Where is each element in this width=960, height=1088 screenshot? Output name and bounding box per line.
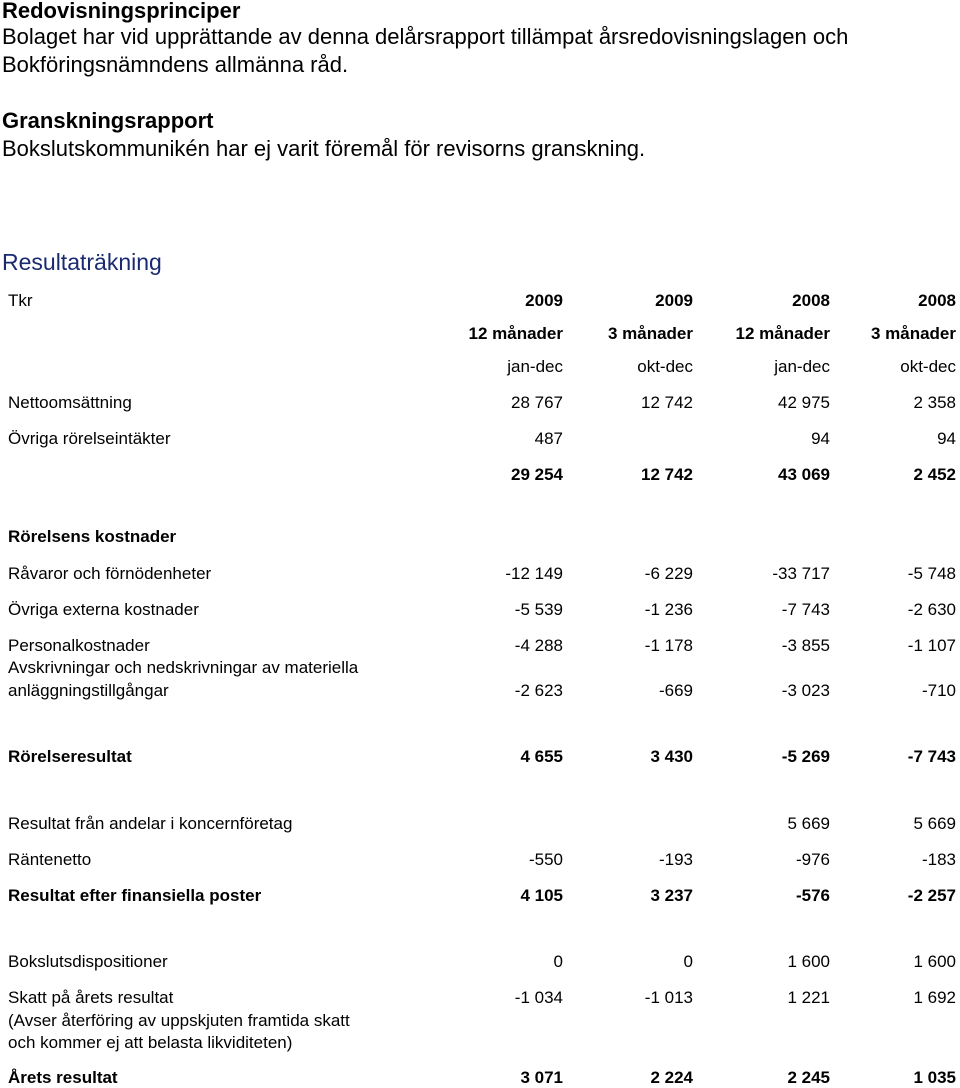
row-value: 3 237 [650, 886, 693, 905]
row-value: -976 [795, 850, 830, 869]
header-period-3: 12 månader [735, 324, 830, 343]
row-value: -576 [795, 886, 830, 905]
row-value: -5 539 [514, 600, 563, 619]
row-label: Nettoomsättning [8, 393, 132, 412]
row-value: 487 [534, 429, 563, 448]
row-value: 0 [683, 952, 693, 971]
header-year-2: 2009 [655, 291, 693, 310]
row-value: -2 623 [514, 681, 563, 700]
row-label: Resultat efter finansiella poster [8, 886, 262, 905]
row-value: 4 655 [520, 747, 563, 766]
policy-heading: Redovisningsprinciper [2, 0, 241, 23]
row-label: Övriga externa kostnader [8, 600, 199, 619]
header-range-2: okt-dec [637, 357, 693, 376]
row-value: -1 013 [644, 988, 693, 1007]
row-label: Skatt på årets resultat [8, 988, 174, 1007]
row-value: 1 600 [913, 952, 956, 971]
row-value: -1 107 [907, 636, 956, 655]
row-label: Avskrivningar och nedskrivningar av materiella [8, 658, 359, 677]
row-value: 5 669 [787, 814, 830, 833]
row-label-line2: anläggningstillgångar [8, 681, 169, 700]
row-value: 94 [937, 429, 956, 448]
row-value: -550 [528, 850, 563, 869]
row-value: -669 [658, 681, 693, 700]
row-value: -2 630 [907, 600, 956, 619]
row-value: 42 975 [778, 393, 830, 412]
policy-text-line2: Bokföringsnämndens allmänna råd. [2, 52, 349, 77]
row-value: -4 288 [514, 636, 563, 655]
tax-note-line1: (Avser återföring av uppskjuten framtida skatt [8, 1011, 350, 1030]
row-value: -1 236 [644, 600, 693, 619]
row-value: -193 [658, 850, 693, 869]
header-period-4: 3 månader [870, 324, 956, 343]
header-year-1: 2009 [525, 291, 563, 310]
row-value: 29 254 [511, 465, 563, 484]
row-value: 2 452 [913, 465, 956, 484]
row-value: -5 269 [781, 747, 830, 766]
income-statement-title: Resultaträkning [2, 249, 162, 275]
row-value: 2 245 [787, 1068, 830, 1087]
row-value: -6 229 [644, 564, 693, 583]
row-label: Personalkostnader [8, 636, 150, 655]
row-label: Resultat från andelar i koncernföretag [8, 814, 293, 833]
row-label: Årets resultat [8, 1068, 118, 1087]
header-year-3: 2008 [792, 291, 830, 310]
row-value: 3 071 [520, 1068, 563, 1087]
row-value: -1 034 [514, 988, 563, 1007]
row-value: 2 358 [913, 393, 956, 412]
row-label: Övriga rörelseintäkter [8, 429, 171, 448]
row-value: 0 [553, 952, 563, 971]
tax-note-line2: och kommer ej att belasta likviditeten) [8, 1033, 293, 1052]
row-value: 28 767 [511, 393, 563, 412]
header-range-3: jan-dec [774, 357, 830, 376]
header-range-1: jan-dec [507, 357, 563, 376]
row-value: 94 [811, 429, 830, 448]
row-value: 4 105 [520, 886, 563, 905]
row-value: 3 430 [650, 747, 693, 766]
row-label: Råvaror och förnödenheter [8, 564, 212, 583]
row-value: -7 743 [781, 600, 830, 619]
row-value: -33 717 [772, 564, 830, 583]
header-range-4: okt-dec [900, 357, 956, 376]
row-value: -2 257 [907, 886, 956, 905]
audit-heading: Granskningsrapport [2, 108, 214, 133]
row-value: 1 692 [913, 988, 956, 1007]
row-value: 12 742 [641, 393, 693, 412]
header-period-1: 12 månader [468, 324, 563, 343]
row-value: -7 743 [907, 747, 956, 766]
header-year-4: 2008 [918, 291, 956, 310]
row-value: 12 742 [641, 465, 693, 484]
row-label: Räntenetto [8, 850, 92, 869]
row-value: -5 748 [907, 564, 956, 583]
row-value: 5 669 [913, 814, 956, 833]
row-value: -710 [921, 681, 956, 700]
row-value: -3 855 [781, 636, 830, 655]
row-value: 1 600 [787, 952, 830, 971]
row-value: 43 069 [778, 465, 830, 484]
row-value: 1 221 [787, 988, 830, 1007]
row-value: 2 224 [650, 1068, 693, 1087]
row-label: Bokslutsdispositioner [8, 952, 168, 971]
unit-label: Tkr [8, 291, 33, 310]
row-value: -12 149 [505, 564, 563, 583]
row-value: -1 178 [644, 636, 693, 655]
row-value: -3 023 [781, 681, 830, 700]
row-label: Rörelseresultat [8, 747, 132, 766]
audit-text: Bokslutskommunikén har ej varit föremål för revisorns granskning. [2, 136, 646, 161]
section-heading: Rörelsens kostnader [8, 527, 177, 546]
row-value: 1 035 [913, 1068, 956, 1087]
header-period-2: 3 månader [607, 324, 693, 343]
policy-text-line1: Bolaget har vid upprättande av denna delårsrapport tillämpat årsredovisningslagen och [2, 24, 849, 49]
row-value: -183 [921, 850, 956, 869]
